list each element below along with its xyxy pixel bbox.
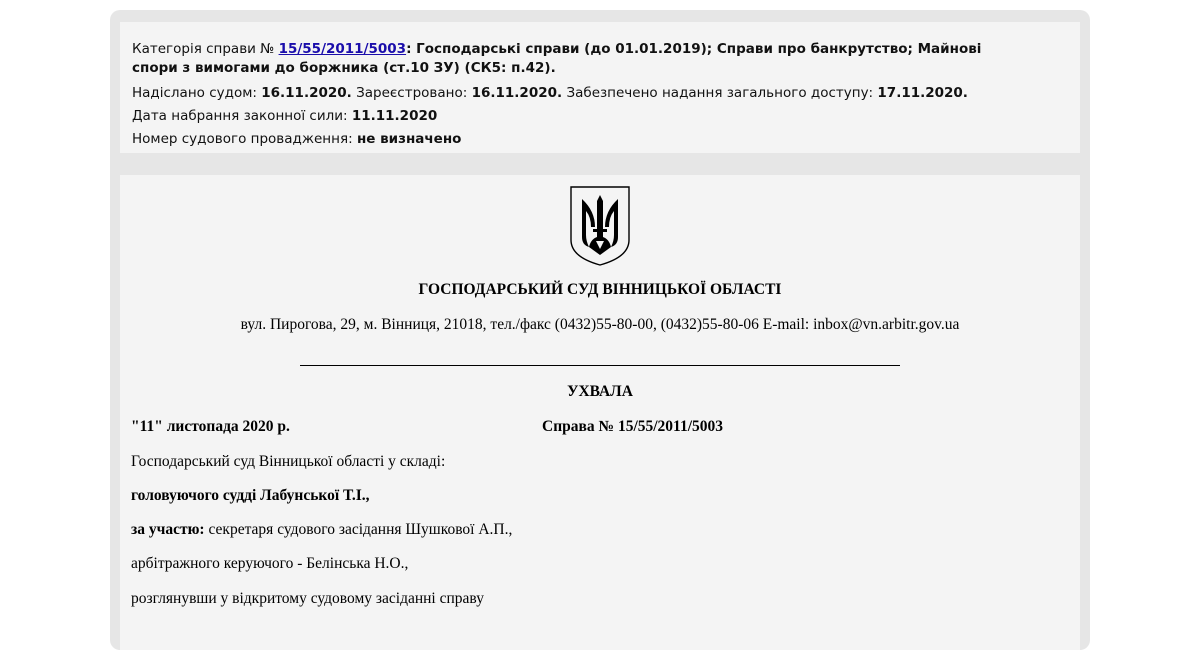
participation-text: секретаря судового засідання Шушкової А.П., [204,521,513,538]
access-value: 17.11.2020. [877,85,968,101]
considered-line: розглянувши у відкритому судовому засіданні справу [131,590,484,607]
sent-value: 16.11.2020. [261,85,352,101]
presiding-judge: головуючого судді Лабунської Т.І., [131,487,370,504]
document-date: "11" листопада 2020 р. [131,418,290,435]
bankruptcy-manager: арбітражного керуючого - Белінська Н.О., [131,555,409,572]
participation-label: за участю: [131,521,205,538]
proceeding-label: Номер судового провадження: [132,131,353,147]
divider [300,365,900,366]
court-composition: Господарський суд Вінницької області у складі: [131,453,446,470]
sent-label: Надіслано судом: [132,85,257,101]
proceeding-line [132,128,1080,151]
access-label: Забезпечено надання загального доступу: [566,85,874,101]
page-frame [110,10,1090,650]
document-title: УХВАЛА [567,383,633,400]
court-address: вул. Пирогова, 29, м. Вінниця, 21018, тел./факс (0432)55-80-00, (0432)55-80-06 E-mail: inbox@vn.arbitr.gov.ua [240,316,960,333]
dates-line [132,82,1080,105]
ukraine-coat-of-arms-icon [569,185,631,267]
effective-date-line [132,105,1080,128]
proceeding-value: не визначено [356,131,462,147]
registered-label: Зареєстровано: [356,85,468,101]
effective-value: 11.11.2020 [351,108,438,124]
effective-label: Дата набрання законної сили: [132,108,348,124]
court-document [120,175,1080,650]
court-name: ГОСПОДАРСЬКИЙ СУД ВІННИЦЬКОЇ ОБЛАСТІ [418,281,782,298]
case-metadata-panel [120,22,1080,153]
category-label: Категорія справи № [132,41,275,57]
case-category [132,40,1022,78]
document-case-number: Справа № 15/55/2011/5003 [542,418,724,435]
registered-value: 16.11.2020. [471,85,563,101]
case-number-link[interactable]: 15/55/2011/5003 [278,41,407,57]
participation-line [131,521,512,539]
category-text: : Господарські справи (до 01.01.2019); Справи про банкрутство; Майнові спори з вимогами до боржника (ст.10 ЗУ) (СК5: п.42). [132,41,982,76]
